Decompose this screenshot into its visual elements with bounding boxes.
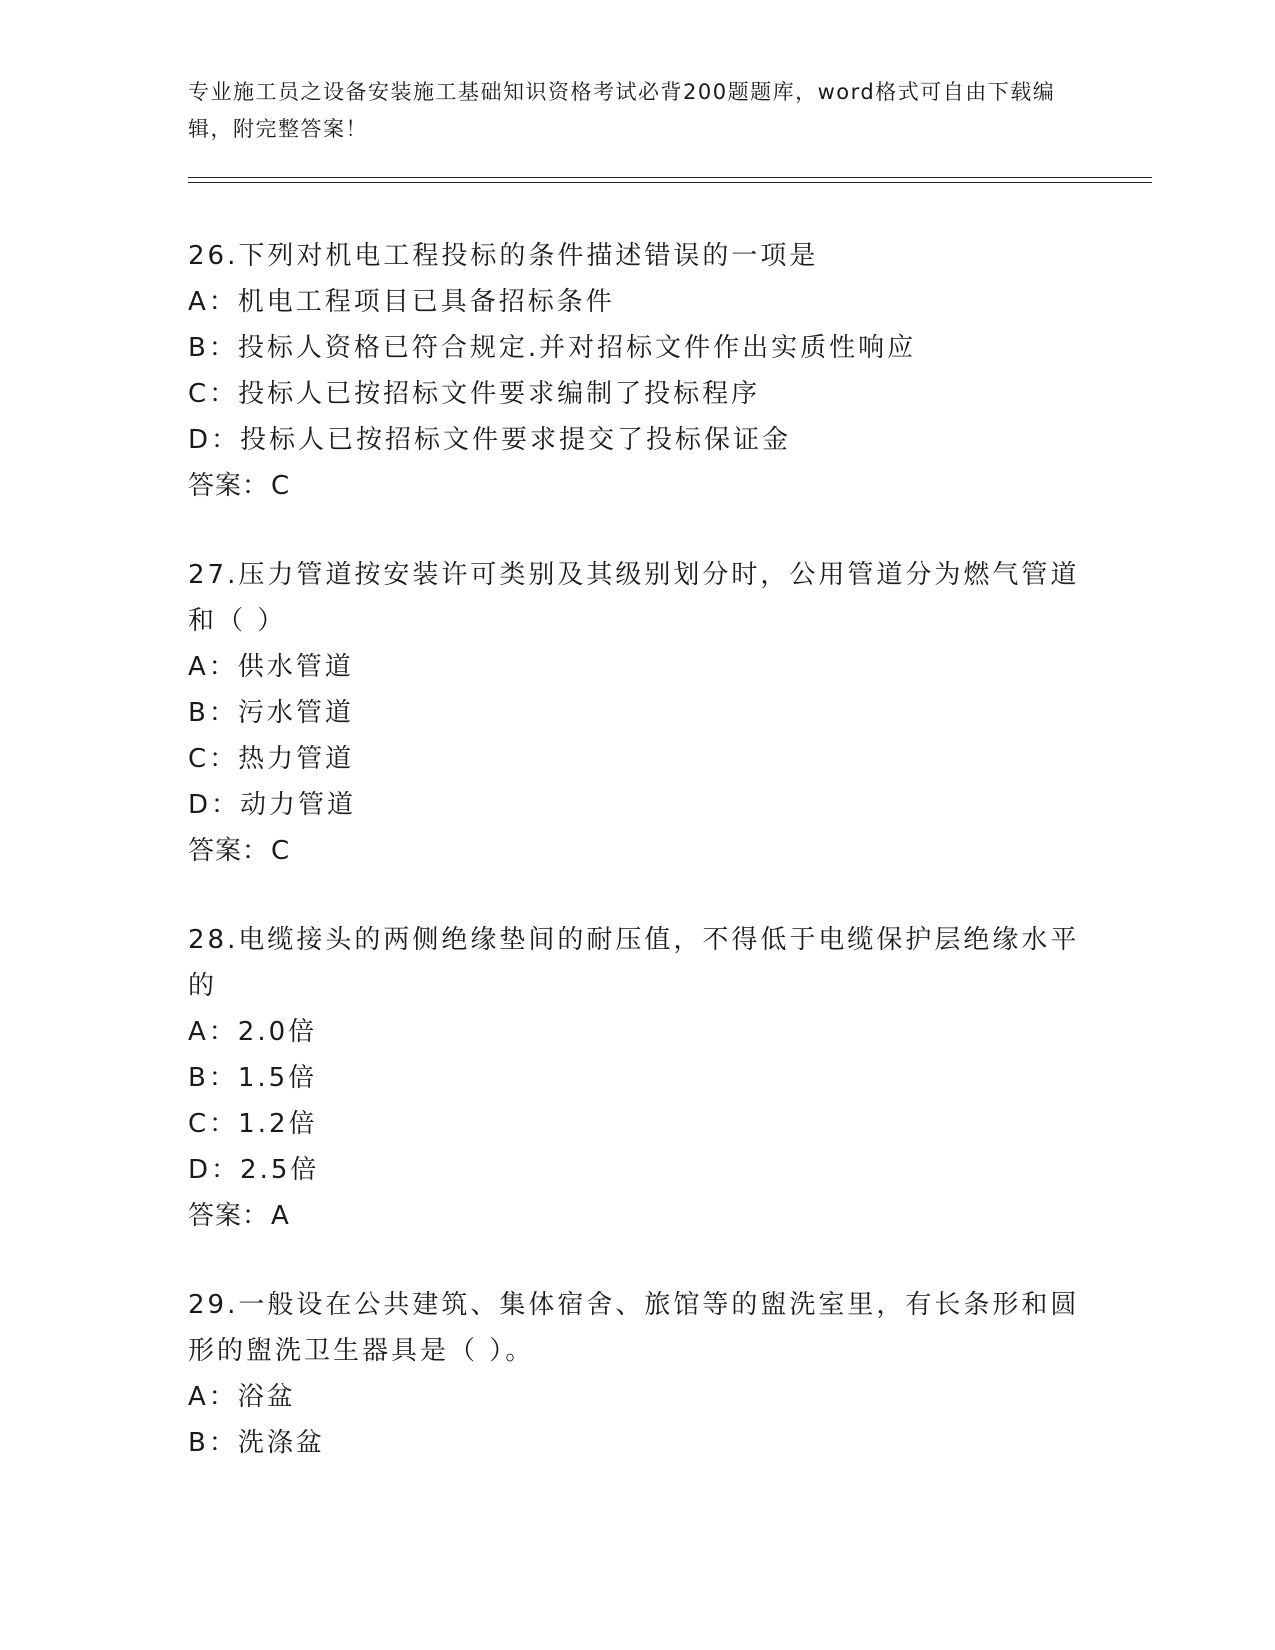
- question-stem: 29.一般设在公共建筑、集体宿舍、旅馆等的盥洗室里，有长条形和圆形的盥洗卫生器具是（ ）。: [188, 1290, 1080, 1366]
- option-a: A：浴盆: [188, 1382, 296, 1412]
- option-c: C：1.2倍: [188, 1109, 318, 1139]
- question-stem: 28.电缆接头的两侧绝缘垫间的耐压值，不得低于电缆保护层绝缘水平的: [188, 925, 1080, 1001]
- answer-line: [188, 463, 1088, 509]
- question-list: [188, 233, 1088, 1509]
- option-a: A：机电工程项目已具备招标条件: [188, 287, 615, 317]
- option-c: C：热力管道: [188, 744, 355, 774]
- option-b: B：1.5倍: [188, 1063, 318, 1093]
- option-c: C：投标人已按招标文件要求编制了投标程序: [188, 379, 761, 409]
- answer-line: [188, 828, 1088, 874]
- option-b: B：污水管道: [188, 698, 354, 728]
- question-stem: 26.下列对机电工程投标的条件描述错误的一项是: [188, 241, 819, 271]
- header-divider-bottom: [188, 182, 1152, 183]
- question-stem: 27.压力管道按安装许可类别及其级别划分时，公用管道分为燃气管道和（ ）: [188, 560, 1080, 636]
- answer-label: 答案：: [188, 836, 270, 866]
- answer-label: 答案：: [188, 471, 270, 501]
- answer-line: [188, 1193, 1088, 1239]
- answer-label: 答案：: [188, 1201, 270, 1231]
- answer-value: C: [271, 836, 291, 866]
- document-header: 专业施工员之设备安装施工基础知识资格考试必背200题题库，word格式可自由下载编辑，附完整答案！: [188, 80, 1056, 141]
- option-d: D：投标人已按招标文件要求提交了投标保证金: [188, 425, 792, 455]
- question-28: [188, 917, 1088, 1239]
- answer-value: C: [271, 471, 291, 501]
- option-d: D：动力管道: [188, 790, 357, 820]
- question-26: [188, 233, 1088, 509]
- option-b: B：洗涤盆: [188, 1428, 325, 1458]
- option-a: A：2.0倍: [188, 1017, 318, 1047]
- option-b: B：投标人资格已符合规定.并对招标文件作出实质性响应: [188, 333, 917, 363]
- question-27: [188, 552, 1088, 874]
- question-29: [188, 1282, 1088, 1466]
- option-d: D：2.5倍: [188, 1155, 320, 1185]
- option-a: A：供水管道: [188, 652, 354, 682]
- answer-value: A: [271, 1201, 290, 1231]
- header-divider-top: [188, 177, 1152, 178]
